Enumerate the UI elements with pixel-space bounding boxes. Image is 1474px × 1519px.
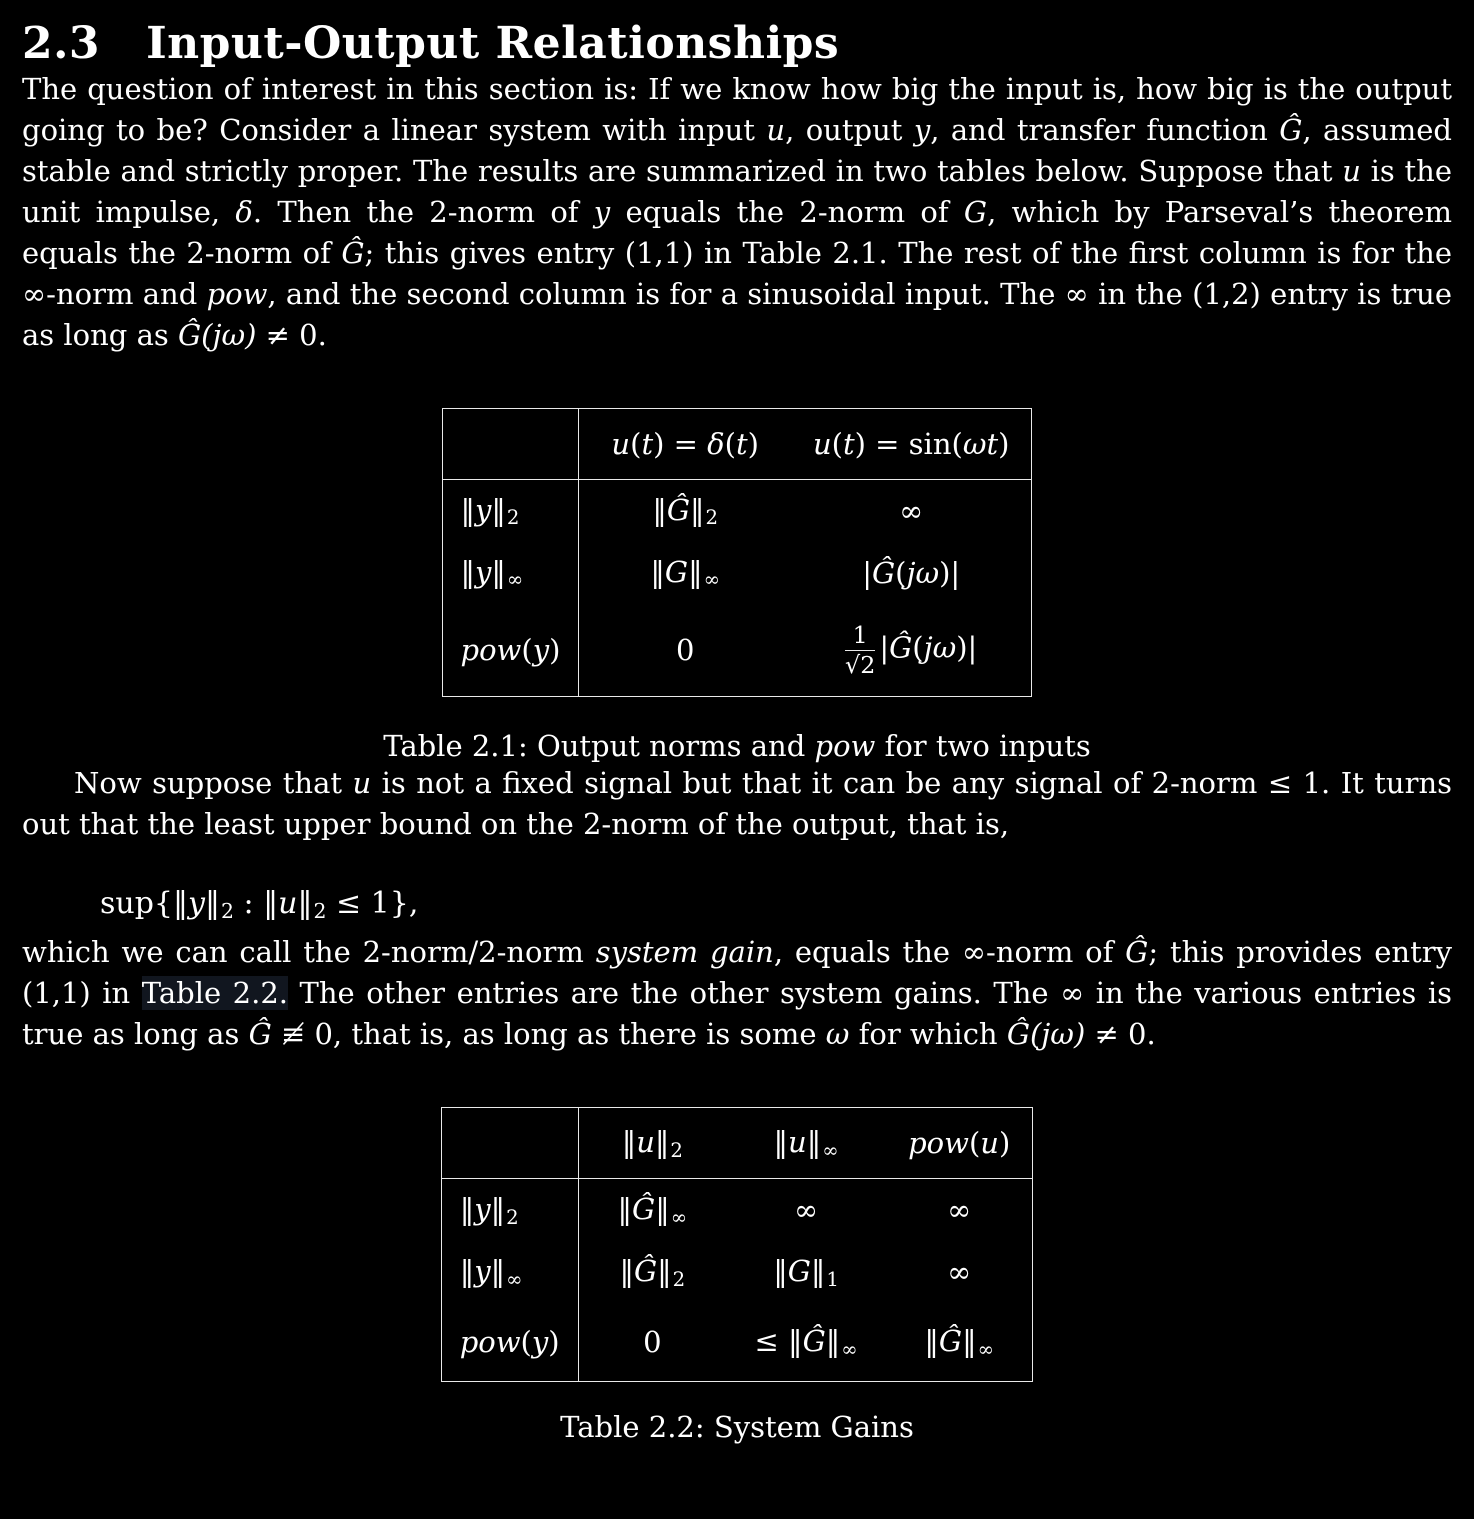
table-header-cell: ‖u‖∞ xyxy=(726,1108,886,1179)
table-cell: 0 xyxy=(675,633,695,667)
row-header-cell: ‖y‖2 xyxy=(441,1179,578,1242)
fraction: $\frac{1}{√2}$ xyxy=(845,621,876,679)
table-2-2-link[interactable]: Table 2.2. xyxy=(141,976,288,1011)
table-cell: ∞ xyxy=(899,494,924,528)
table-cell: ‖Ĝ‖2 xyxy=(652,492,719,530)
table-header-row xyxy=(441,1108,1033,1179)
table-2-2-caption: Table 2.2: System Gains xyxy=(560,1410,914,1445)
table-cell: ‖G‖∞ xyxy=(650,554,720,592)
table-cell: ≤ ‖Ĝ‖∞ xyxy=(754,1323,858,1361)
row-header-cell: pow(y) xyxy=(441,1303,578,1382)
table-row xyxy=(441,1179,1033,1242)
table-row xyxy=(441,1241,1033,1303)
table-row xyxy=(441,1303,1033,1382)
table-row xyxy=(442,480,1032,543)
row-header-cell: pow(y) xyxy=(442,604,579,697)
section-heading xyxy=(22,18,1452,69)
section-title: Input-Output Relationships xyxy=(146,18,840,69)
table-cell: ∞ xyxy=(947,1193,972,1228)
table-row xyxy=(442,542,1032,604)
table-2-2 xyxy=(441,1107,1034,1382)
section-number: 2.3 xyxy=(22,18,101,69)
row-header-cell: ‖y‖∞ xyxy=(442,542,579,604)
table-header-cell: u(t) = δ(t) xyxy=(579,409,791,480)
table-header-cell: ‖u‖2 xyxy=(578,1108,726,1179)
table-corner-cell xyxy=(441,1108,578,1179)
display-math: sup{‖y‖2 : ‖u‖2 ≤ 1}, xyxy=(100,886,419,924)
table-cell: ‖G‖1 xyxy=(773,1253,839,1291)
row-header-cell: ‖y‖2 xyxy=(442,480,579,543)
table-row xyxy=(442,604,1032,697)
table-cell: ‖Ĝ‖∞ xyxy=(617,1191,688,1229)
paragraph-system-gain: which we can call the 2-norm/2-norm system gain, equals the ∞-norm of Ĝ; this provides entry (1,1) in Table 2.2. The other entries are the other system gains. The ∞ in the various entries is true as long as Ĝ ≢ 0, that is, as long as there is some ω for which Ĝ(jω) ≠ 0. xyxy=(22,935,1452,1052)
paragraph-sup-intro: Now suppose that u is not a fixed signal but that it can be any signal of 2-norm ≤ 1. It turns out that the least upper bound on the 2-norm of the output, that is, xyxy=(22,766,1453,841)
paragraph-intro: The question of interest in this section is: If we know how big the input is, how big is the output going to be? Consider a linear system with input u, output y, and transfer function Ĝ, assumed stable and strictly proper. The results are summarized in two tables below. Suppose that u is the unit impulse, δ. Then the 2-norm of y equals the 2-norm of G, which by Parseval’s theorem equals the 2-norm of Ĝ; this gives entry (1,1) in Table 2.1. The rest of the first column is for the ∞-norm and pow, and the second column is for a sinusoidal input. The ∞ in the (1,2) entry is true as long as Ĝ(jω) ≠ 0. xyxy=(22,72,1452,352)
table-2-1 xyxy=(442,408,1033,697)
table-corner-cell xyxy=(442,409,579,480)
table-cell: ‖Ĝ‖2 xyxy=(619,1253,686,1291)
table-header-row xyxy=(442,409,1032,480)
table-cell: 0 xyxy=(643,1325,662,1360)
table-header-cell: u(t) = sin(ωt) xyxy=(791,409,1032,480)
table-2-1-caption: Table 2.1: Output norms and pow for two inputs xyxy=(383,729,1091,763)
table-cell: |Ĝ(jω)| xyxy=(862,556,961,590)
row-header-cell: ‖y‖∞ xyxy=(441,1241,578,1303)
table-cell: ∞ xyxy=(947,1255,972,1290)
table-cell: $\frac{1}{√2}$ |Ĝ(jω)| xyxy=(845,621,978,679)
table-cell: ‖Ĝ‖∞ xyxy=(924,1323,994,1361)
table-cell: ∞ xyxy=(794,1193,819,1228)
table-header-cell: pow(u) xyxy=(886,1108,1033,1179)
